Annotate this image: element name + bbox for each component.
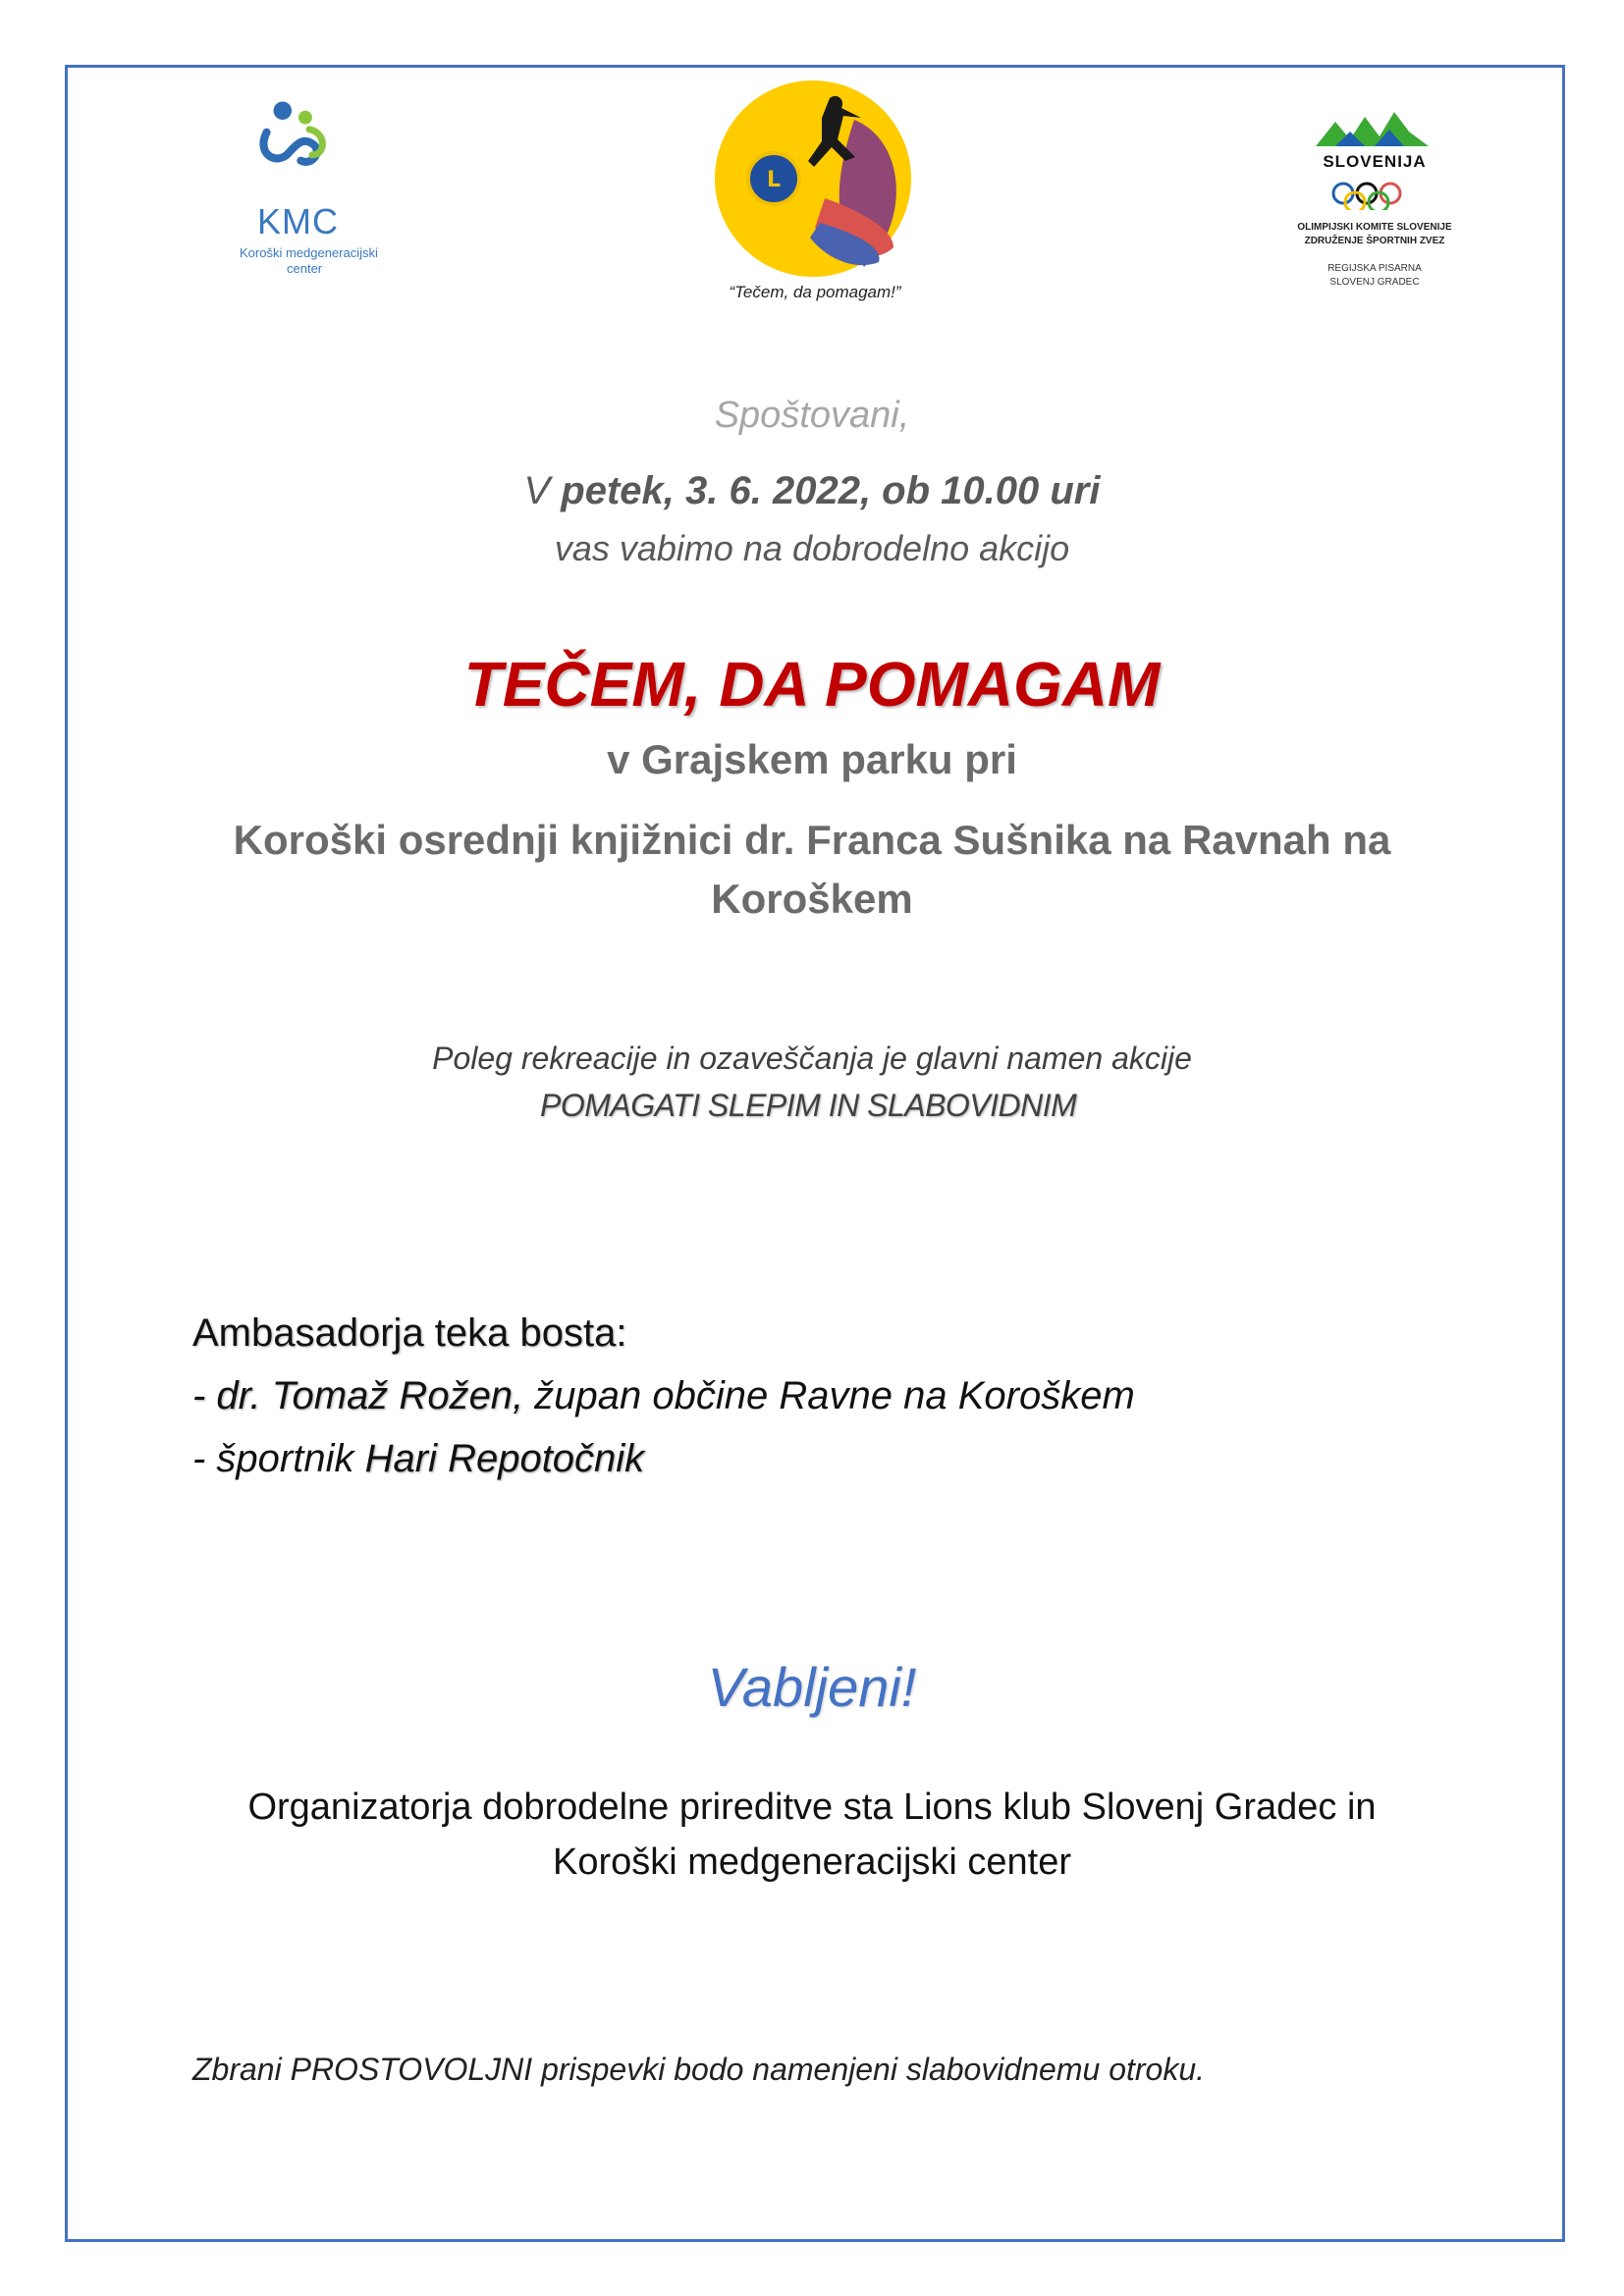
event-date: [0, 469, 1624, 513]
kmc-logo-icon: [250, 98, 368, 206]
page-border: [65, 65, 1565, 2242]
event-date-prefix: V: [523, 469, 562, 512]
lions-runner-logo-icon: [707, 80, 923, 287]
ambassador-1-name: - dr. Tomaž Rožen,: [192, 1374, 524, 1417]
oks-line1: OLIMPIJSKI KOMITE SLOVENIJE: [1297, 222, 1452, 233]
ambassador-2-name: Hari Repotočnik: [364, 1437, 645, 1480]
organizers-line-1: Organizatorja dobrodelne prireditve sta Lions klub Slovenj Gradec in: [247, 1787, 1377, 1828]
venue-line-2: Koroški osrednji knjižnici dr. Franca Sušnika na Ravnah na: [233, 817, 1391, 863]
ambassador-1: [192, 1374, 1135, 1418]
kmc-logo-line2: center: [287, 261, 323, 276]
donation-note: Zbrani PROSTOVOLJNI prispevki bodo namenjeni slabovidnemu otroku.: [192, 2052, 1206, 2087]
ambassador-2: [192, 1437, 644, 1481]
purpose-line-1: Poleg rekreacije in ozaveščanja je glavni namen akcije: [432, 1041, 1192, 1076]
oks-line4: SLOVENJ GRADEC: [1329, 277, 1420, 288]
purpose-line-2: POMAGATI SLEPIM IN SLABOVIDNIM: [540, 1088, 1077, 1123]
kmc-logo-name: KMC: [257, 201, 339, 241]
venue-line-3: Koroškem: [711, 876, 913, 922]
tecem-logo-caption: “Tečem, da pomagam!”: [729, 283, 901, 301]
ambassador-1-role: župan občine Ravne na Koroškem: [523, 1374, 1135, 1417]
welcome-text: Vabljeni!: [707, 1656, 917, 1718]
invite-line: vas vabimo na dobrodelno akcijo: [554, 528, 1070, 568]
svg-text:L: L: [766, 168, 782, 192]
oks-line3: REGIJSKA PISARNA: [1327, 263, 1422, 274]
event-title: TEČEM, DA POMAGAM: [463, 649, 1161, 720]
venue-line-1: v Grajskem parku pri: [607, 736, 1017, 782]
event-date-value: petek, 3. 6. 2022, ob 10.00 uri: [561, 469, 1101, 512]
organizers-line-2: Koroški medgeneracijski center: [552, 1842, 1071, 1883]
oks-country: SLOVENIJA: [1323, 152, 1427, 171]
ambassadors-heading: Ambasadorja teka bosta:: [192, 1311, 627, 1355]
greeting: Spoštovani,: [714, 395, 910, 436]
oks-line2: ZDRUŽENJE ŠPORTNIH ZVEZ: [1304, 236, 1445, 246]
kmc-logo-line1: Koroški medgeneracijski: [240, 245, 378, 260]
ambassador-2-role: - športnik: [192, 1437, 365, 1480]
